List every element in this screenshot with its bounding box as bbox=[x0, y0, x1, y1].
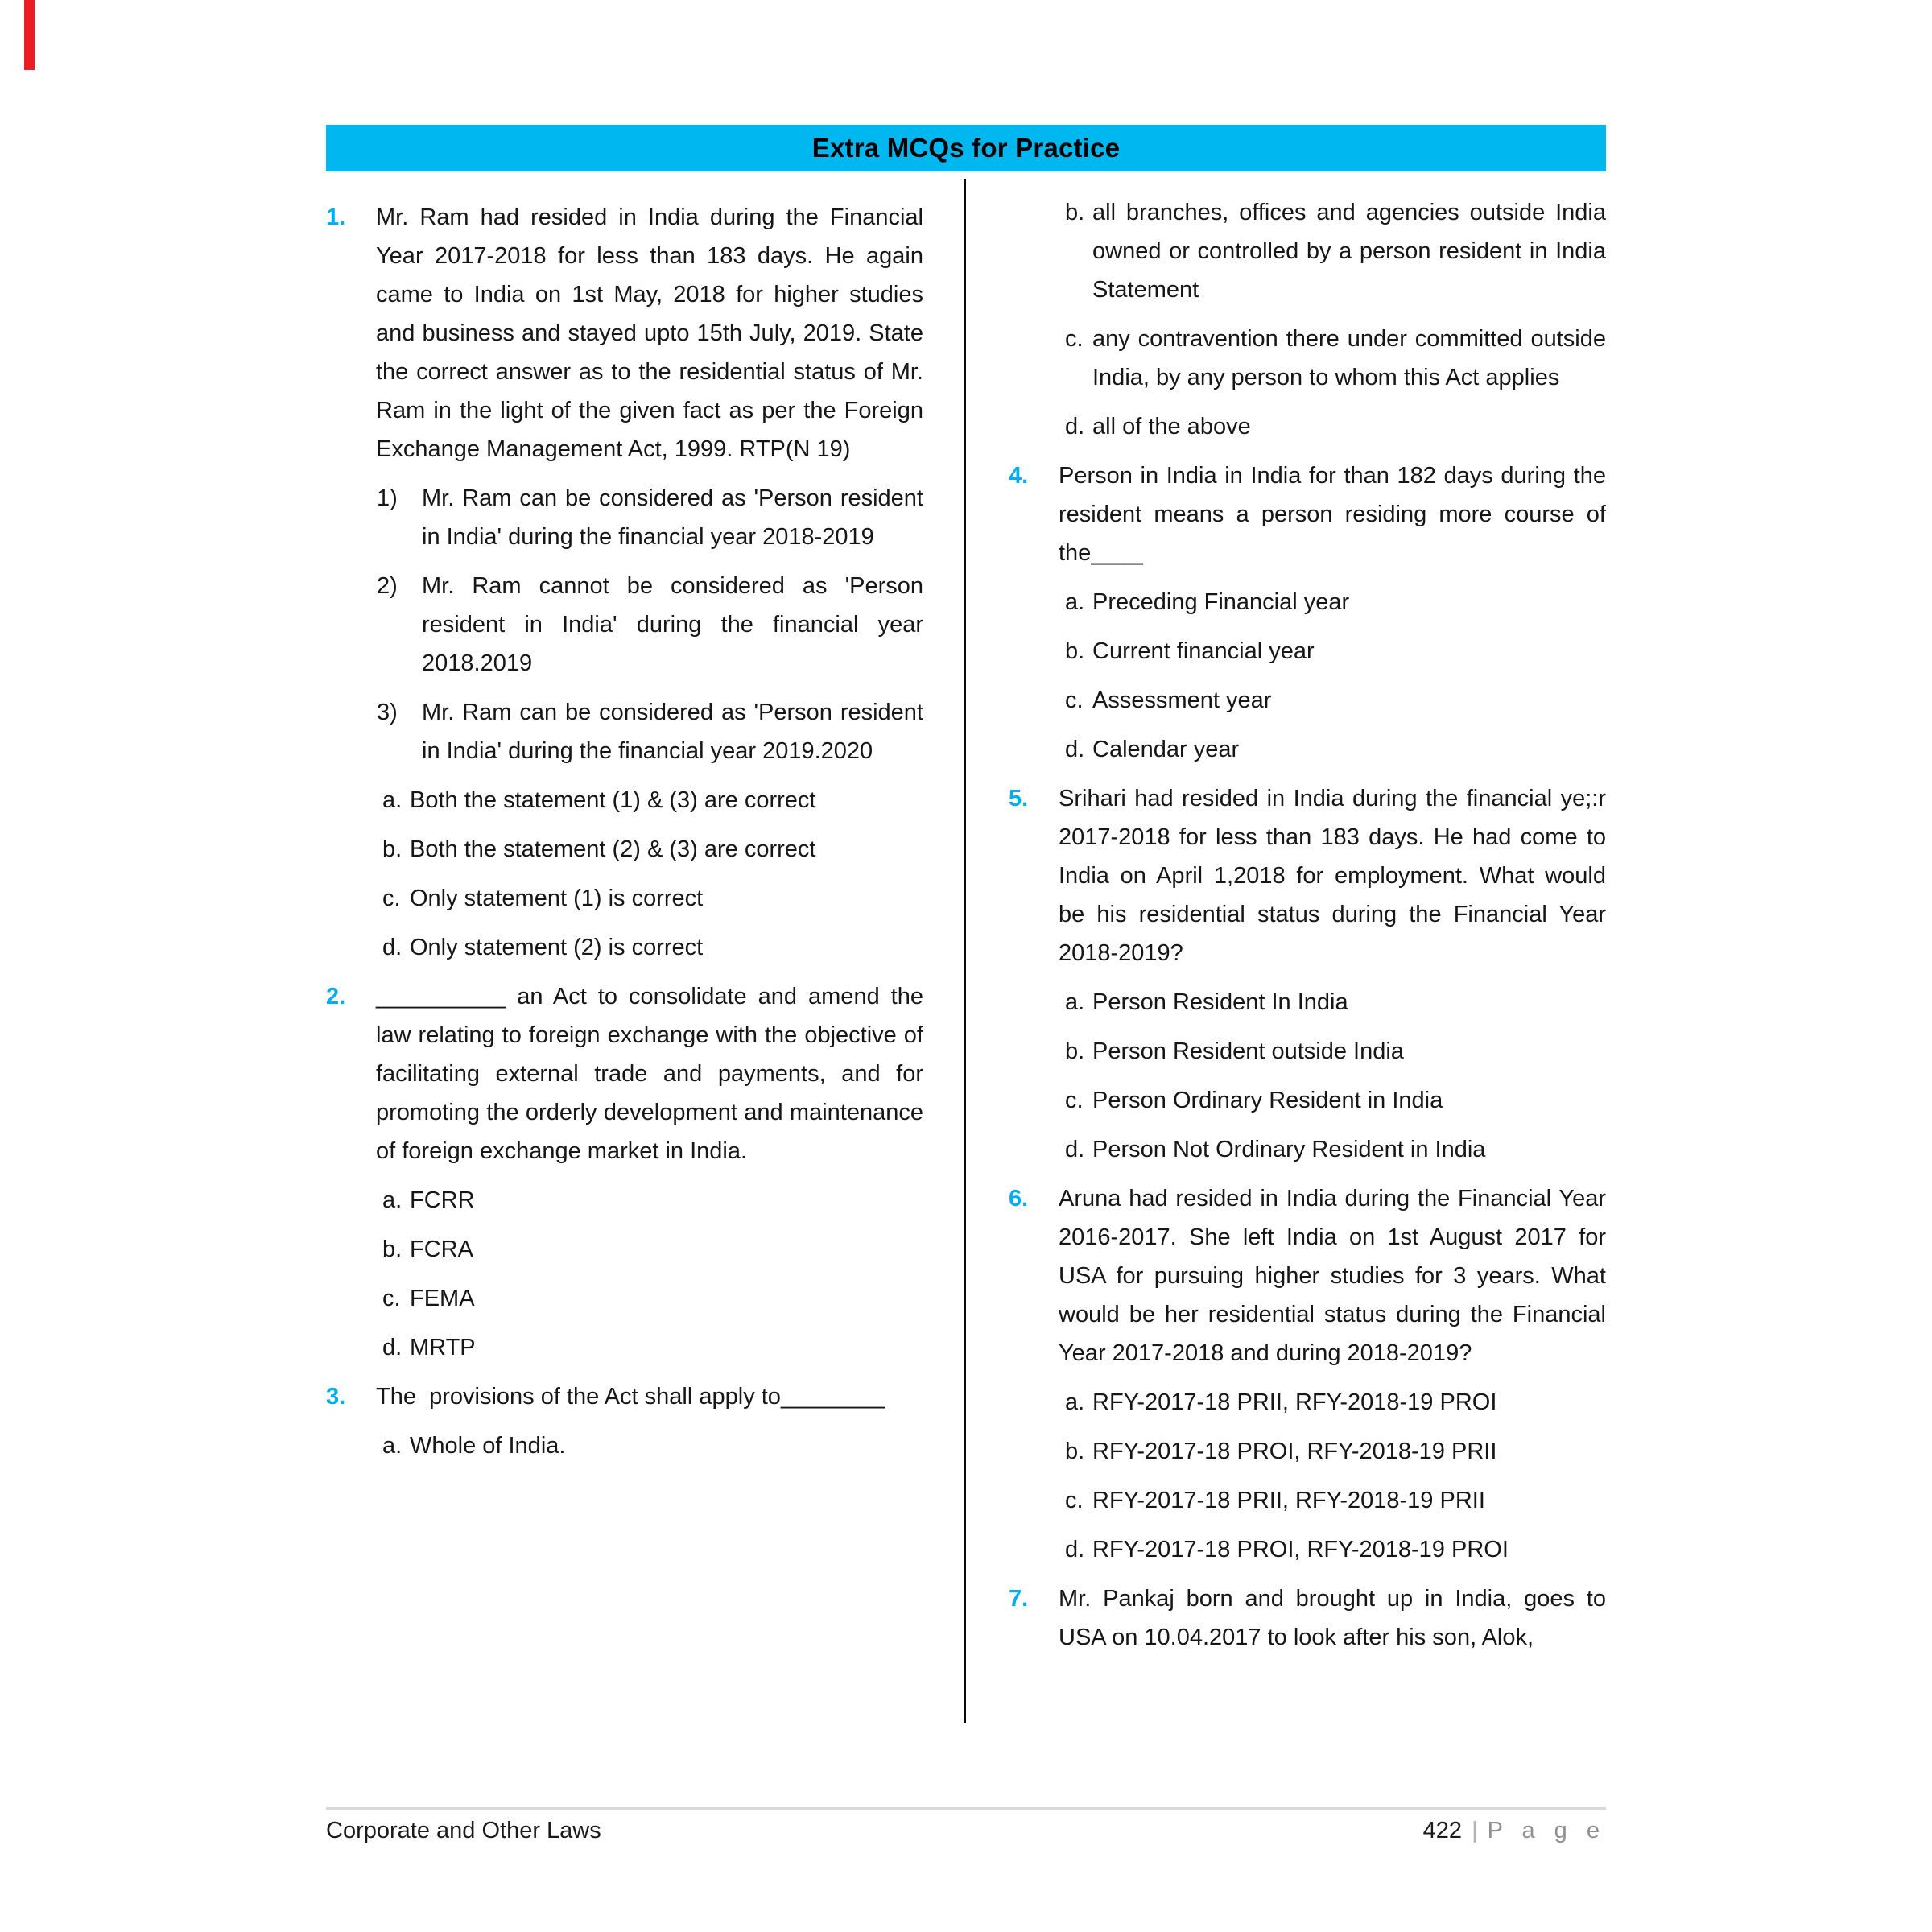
item-text: RFY-2017-18 PRII, RFY-2018-19 PROI bbox=[1092, 1389, 1497, 1415]
item-label: b. bbox=[382, 836, 402, 862]
item-label: 3) bbox=[377, 700, 398, 725]
item-text: Person Ordinary Resident in India bbox=[1092, 1088, 1443, 1113]
option-item bbox=[1009, 632, 1606, 671]
item-label: a. bbox=[1065, 1389, 1085, 1415]
item-text: Calendar year bbox=[1092, 737, 1240, 762]
item-label: d. bbox=[382, 1335, 402, 1360]
question-text: __________ an Act to consolidate and amend the law relating to foreign exchange with the objective of facilitating external trade and payments, and for promoting the orderly development and maintenance of foreign exchange market in India. bbox=[376, 984, 937, 1164]
option-item bbox=[326, 879, 923, 918]
item-text: Person Not Ordinary Resident in India bbox=[1092, 1137, 1486, 1162]
option-item bbox=[326, 1230, 923, 1269]
question-item bbox=[1009, 456, 1613, 572]
option-item bbox=[1009, 681, 1606, 720]
question-text: Srihari had resided in India during the financial ye;:r 2017-2018 for less than 183 days. He had come to India on April 1,2018 for employment. What would be his residential status during the Financial Year 2018-2019? bbox=[1059, 786, 1613, 966]
column-divider bbox=[964, 179, 966, 1723]
item-label: a. bbox=[382, 1187, 402, 1213]
question-number: 1. bbox=[326, 204, 346, 230]
item-text: Whole of India. bbox=[410, 1433, 566, 1459]
item-label: a. bbox=[1065, 989, 1085, 1015]
item-label: 2) bbox=[377, 573, 398, 599]
item-label: c. bbox=[382, 886, 401, 911]
item-text: MRTP bbox=[410, 1335, 476, 1360]
item-label: c. bbox=[382, 1286, 401, 1311]
item-text: Mr. Ram cannot be considered as 'Person resident in India' during the financial year 2018.2019 bbox=[422, 573, 931, 676]
item-text: Assessment year bbox=[1092, 687, 1272, 713]
option-item bbox=[326, 830, 923, 869]
item-text: RFY-2017-18 PROI, RFY-2018-19 PROI bbox=[1092, 1537, 1509, 1563]
item-text: Both the statement (2) & (3) are correct bbox=[410, 836, 816, 862]
statement-item bbox=[326, 693, 931, 770]
item-text: FCRR bbox=[410, 1187, 475, 1213]
footer-page-indicator bbox=[1423, 1818, 1606, 1844]
item-text: all branches, offices and agencies outside India owned or controlled by a person resident in India Statement bbox=[1092, 200, 1613, 303]
question-text: Mr. Ram had resided in India during the Financial Year 2017-2018 for less than 183 days. He again came to India on 1st May, 2018 for higher studies and business and stayed upto 15th July, 2019. State the correct answer as to the residential status of Mr. Ram in the light of the given fact as per the Foreign Exchange Management Act, 1999. RTP(N 19) bbox=[376, 204, 931, 462]
item-label: b. bbox=[1065, 200, 1085, 225]
item-label: 1) bbox=[377, 485, 398, 511]
item-text: Mr. Ram can be considered as 'Person resident in India' during the financial year 2019.2020 bbox=[422, 700, 931, 764]
item-text: Only statement (1) is correct bbox=[410, 886, 704, 911]
item-label: a. bbox=[382, 787, 402, 813]
left-column bbox=[326, 193, 937, 1476]
red-edge-mark bbox=[24, 0, 35, 70]
item-label: d. bbox=[1065, 1137, 1085, 1162]
item-text: any contravention there under committed outside India, by any person to whom this Act applies bbox=[1092, 326, 1613, 390]
item-text: RFY-2017-18 PROI, RFY-2018-19 PRII bbox=[1092, 1439, 1497, 1464]
item-label: c. bbox=[1065, 1488, 1084, 1513]
right-column bbox=[1009, 193, 1613, 1667]
option-item bbox=[1009, 730, 1606, 769]
question-number: 6. bbox=[1009, 1186, 1029, 1212]
option-item bbox=[326, 781, 923, 819]
item-label: b. bbox=[382, 1236, 402, 1262]
item-label: d. bbox=[382, 935, 402, 960]
option-item bbox=[326, 1181, 923, 1220]
option-item bbox=[1009, 1081, 1606, 1120]
option-item bbox=[1009, 1032, 1606, 1071]
question-number: 5. bbox=[1009, 786, 1029, 811]
question-item bbox=[1009, 1579, 1613, 1657]
question-text: Mr. Pankaj born and brought up in India, goes to USA on 10.04.2017 to look after his son, Alok, bbox=[1059, 1586, 1613, 1650]
option-item bbox=[326, 1426, 923, 1465]
footer-book-title: Corporate and Other Laws bbox=[326, 1818, 601, 1843]
item-text: Person Resident In India bbox=[1092, 989, 1348, 1015]
question-number: 3. bbox=[326, 1384, 346, 1410]
option-item bbox=[1009, 1383, 1606, 1422]
item-text: Both the statement (1) & (3) are correct bbox=[410, 787, 816, 813]
option-item bbox=[1009, 320, 1613, 397]
item-label: d. bbox=[1065, 737, 1085, 762]
item-text: Mr. Ram can be considered as 'Person resident in India' during the financial year 2018-2019 bbox=[422, 485, 931, 550]
page-footer bbox=[326, 1818, 1606, 1844]
item-label: a. bbox=[1065, 589, 1085, 615]
option-item bbox=[1009, 193, 1613, 309]
item-label: b. bbox=[1065, 638, 1085, 664]
footer-page-number: 422 bbox=[1422, 1818, 1463, 1843]
item-text: FCRA bbox=[410, 1236, 473, 1262]
question-text: Person in India in India for than 182 days during the resident means a person residing more course of the____ bbox=[1059, 463, 1613, 566]
item-text: RFY-2017-18 PRII, RFY-2018-19 PRII bbox=[1092, 1488, 1485, 1513]
item-label: b. bbox=[1065, 1439, 1085, 1464]
footer-rule bbox=[326, 1807, 1606, 1810]
option-item bbox=[1009, 983, 1606, 1022]
section-title: Extra MCQs for Practice bbox=[811, 133, 1121, 163]
question-item bbox=[326, 1377, 923, 1416]
item-label: c. bbox=[1065, 326, 1084, 352]
question-item bbox=[1009, 779, 1613, 972]
item-label: b. bbox=[1065, 1038, 1085, 1064]
option-item bbox=[326, 1328, 923, 1367]
question-item bbox=[326, 198, 931, 469]
option-item bbox=[1009, 407, 1606, 446]
item-text: Only statement (2) is correct bbox=[410, 935, 704, 960]
question-text: The provisions of the Act shall apply to________ bbox=[376, 1384, 885, 1410]
option-item bbox=[1009, 1130, 1606, 1169]
question-item bbox=[326, 977, 937, 1170]
question-number: 4. bbox=[1009, 463, 1029, 489]
item-text: Preceding Financial year bbox=[1092, 589, 1350, 615]
option-item bbox=[326, 928, 923, 967]
item-text: all of the above bbox=[1092, 414, 1251, 440]
item-label: d. bbox=[1065, 414, 1085, 440]
item-label: c. bbox=[1065, 1088, 1084, 1113]
question-text: Aruna had resided in India during the Financial Year 2016-2017. She left India on 1st August 2017 for USA for pursuing higher studies for 3 years. What would be her residential status during the Financial Year 2017-2018 and during 2018-2019? bbox=[1059, 1186, 1613, 1366]
statement-item bbox=[326, 479, 931, 556]
option-item bbox=[326, 1279, 923, 1318]
option-item bbox=[1009, 1530, 1606, 1569]
option-item bbox=[1009, 583, 1606, 621]
item-text: Person Resident outside India bbox=[1092, 1038, 1404, 1064]
question-number: 7. bbox=[1009, 1586, 1029, 1612]
statement-item bbox=[326, 567, 931, 683]
footer-separator: | bbox=[1472, 1818, 1478, 1843]
option-item bbox=[1009, 1432, 1606, 1471]
item-text: Current financial year bbox=[1092, 638, 1315, 664]
item-label: a. bbox=[382, 1433, 402, 1459]
section-header-bar bbox=[326, 125, 1606, 171]
item-label: c. bbox=[1065, 687, 1084, 713]
question-item bbox=[1009, 1179, 1613, 1373]
option-item bbox=[1009, 1481, 1606, 1520]
item-label: d. bbox=[1065, 1537, 1085, 1563]
item-text: FEMA bbox=[410, 1286, 475, 1311]
question-number: 2. bbox=[326, 984, 346, 1009]
footer-page-word: P a g e bbox=[1487, 1818, 1606, 1843]
